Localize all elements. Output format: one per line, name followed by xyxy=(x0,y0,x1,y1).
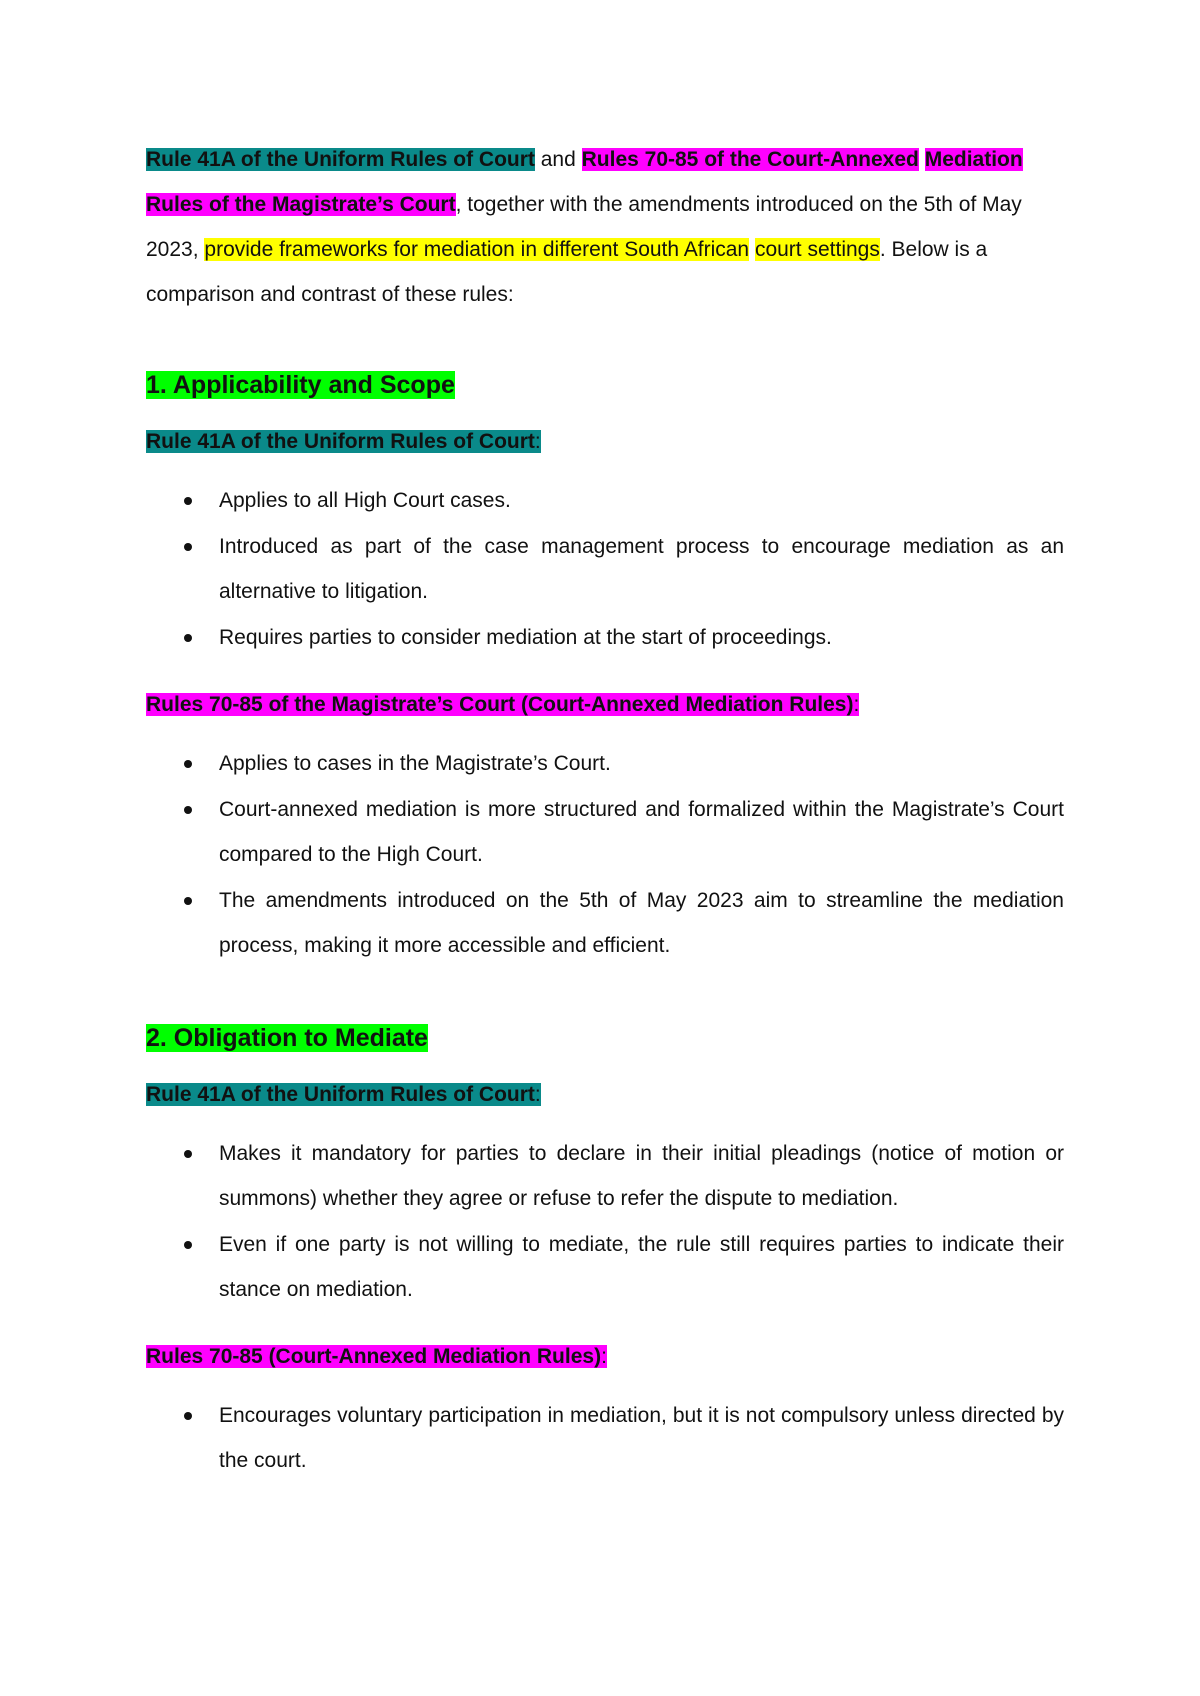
list-item-text: Even if one party is not willing to mediate, the rule still requires parties to indicate their stance on mediation. xyxy=(219,1233,1064,1301)
section2-sub1-heading-text: Rule 41A of the Uniform Rules of Court xyxy=(146,1083,535,1106)
intro-and: and xyxy=(534,148,582,171)
list-item xyxy=(146,787,1064,877)
list-item xyxy=(146,741,1064,786)
bullet-icon xyxy=(184,760,192,768)
intro-yellow-highlight-1: provide frameworks for mediation in different South African xyxy=(204,238,750,261)
section2-sub2-suffix: : xyxy=(601,1345,607,1368)
section1-sub2-suffix: : xyxy=(853,693,860,716)
list-item-text: The amendments introduced on the 5th of May 2023 aim to streamline the mediation process, making it more accessible and efficient. xyxy=(219,889,1064,957)
list-item-text: Applies to cases in the Magistrate’s Court. xyxy=(219,752,611,775)
section1-sub2-heading-text: Rules 70-85 of the Magistrate’s Court (Court-Annexed Mediation Rules) xyxy=(146,693,854,716)
section2-sub2-list xyxy=(146,1393,1064,1483)
section2-heading xyxy=(146,1016,1064,1060)
section2-sub1-suffix: : xyxy=(534,1083,541,1106)
list-item xyxy=(146,878,1064,968)
bullet-icon xyxy=(184,1150,192,1158)
intro-paragraph xyxy=(146,137,1064,317)
intro-yellow-highlight-2: court settings xyxy=(754,238,880,261)
list-item-text: Court-annexed mediation is more structured and formalized within the Magistrate’s Court compared to the High Court. xyxy=(219,798,1064,866)
section2-sub2-heading-text: Rules 70-85 (Court-Annexed Mediation Rules) xyxy=(146,1345,602,1368)
section1-sub2-list xyxy=(146,741,1064,968)
section2-sub1-heading xyxy=(146,1072,1064,1117)
list-item xyxy=(146,1131,1064,1221)
section2-heading-text: 2. Obligation to Mediate xyxy=(146,1024,428,1052)
section1-sub2-heading xyxy=(146,682,1064,727)
bullet-icon xyxy=(184,1412,192,1420)
bullet-icon xyxy=(184,543,192,551)
bullet-icon xyxy=(184,634,192,642)
intro-text-after: , together with the amendments introduced on the 5th of May 2023, xyxy=(146,193,1022,261)
section2-sub2-heading xyxy=(146,1334,1064,1379)
bullet-icon xyxy=(184,897,192,905)
list-item xyxy=(146,524,1064,614)
list-item-text: Requires parties to consider mediation at the start of proceedings. xyxy=(219,626,832,649)
list-item-text: Applies to all High Court cases. xyxy=(219,489,511,512)
list-item-text: Makes it mandatory for parties to declare in their initial pleadings (notice of motion or summons) whether they agree or refuse to refer the dispute to mediation. xyxy=(219,1142,1064,1210)
intro-rule41a-highlight: Rule 41A of the Uniform Rules of Court xyxy=(146,148,535,171)
list-item-text: Introduced as part of the case management process to encourage mediation as an alternative to litigation. xyxy=(219,535,1064,603)
list-item xyxy=(146,478,1064,523)
section1-heading-text: 1. Applicability and Scope xyxy=(146,371,455,399)
list-item xyxy=(146,1393,1064,1483)
list-item-text: Encourages voluntary participation in mediation, but it is not compulsory unless directed by the court. xyxy=(219,1404,1064,1472)
document-body xyxy=(146,137,1064,1484)
section1-heading xyxy=(146,363,1064,407)
list-item xyxy=(146,615,1064,660)
list-item xyxy=(146,1222,1064,1312)
intro-rules7085-highlight-1: Rules 70-85 of the Court-Annexed xyxy=(581,148,919,171)
section1-sub1-heading xyxy=(146,419,1064,464)
section1-sub1-list xyxy=(146,478,1064,660)
bullet-icon xyxy=(184,806,192,814)
section1-sub1-suffix: : xyxy=(534,430,541,453)
intro-rules7085-highlight-2: Mediation Rules of the Magistrate’s Court xyxy=(146,148,1023,216)
section2-sub1-list xyxy=(146,1131,1064,1312)
intro-text-end: . Below is a comparison and contrast of these rules: xyxy=(146,238,988,306)
section1-sub1-heading-text: Rule 41A of the Uniform Rules of Court xyxy=(146,430,535,453)
bullet-icon xyxy=(184,1241,192,1249)
bullet-icon xyxy=(184,497,192,505)
